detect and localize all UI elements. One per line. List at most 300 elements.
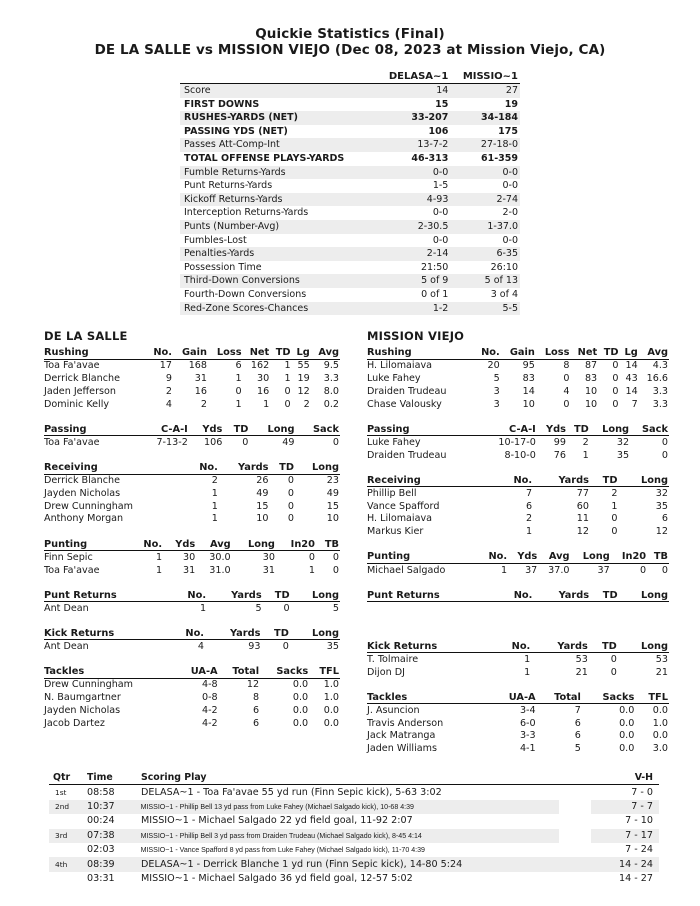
tackles-value-1: 4-8 (201, 679, 218, 691)
player-name: Markus Kier (367, 526, 424, 538)
player-name: Jacob Dartez (44, 717, 105, 729)
tackles-value-3: 0.0 (292, 704, 309, 716)
totals-home-value: 3 of 4 (490, 289, 518, 300)
tackles-value-4: 0.0 (323, 717, 339, 729)
table-row (44, 359, 340, 372)
rushing-header-4: Net (570, 347, 598, 359)
page-title (0, 0, 700, 59)
punt-returns-header-1: No. (172, 590, 207, 602)
kick-returns-value-4: 53 (655, 653, 668, 665)
scoring-play-row (49, 872, 659, 886)
receiving-header-0: Receiving (367, 475, 498, 487)
scoring-time: 00:24 (87, 815, 115, 827)
player-name: Draiden Trudeau (367, 385, 447, 397)
rushing-header-2: Gain (501, 347, 536, 359)
rushing-value-6: 14 (625, 360, 638, 372)
totals-home-value: 1-37.0 (450, 220, 520, 234)
passing-header-0: Passing (367, 424, 481, 436)
scoring-quarter: 2nd (49, 800, 87, 814)
rushing-header-1: No. (146, 347, 172, 359)
table-row (367, 743, 669, 756)
punting-value-6: 0 (661, 564, 668, 576)
rushing-value-6: 43 (625, 372, 638, 384)
rushing-table (44, 347, 340, 411)
player-name: Toa Fa'avae (44, 436, 100, 448)
punting-value-2: 31 (183, 564, 196, 576)
scoring-header-vh: V-H (591, 772, 659, 785)
table-row (180, 152, 520, 166)
scoring-play-description: DELASA~1 - Toa Fa'avae 55 yd run (Finn Sepic kick), 5-63 3:02 (141, 786, 442, 798)
scoring-running-score: 14 - 27 (619, 872, 653, 884)
tackles-value-3: 0.0 (619, 717, 635, 729)
table-row (44, 500, 340, 513)
tackles-header-0: Tackles (367, 692, 491, 704)
rushing-value-7: 0.2 (323, 398, 339, 410)
rushing-value-3: 4 (563, 385, 570, 397)
rushing-value-3: 1 (235, 372, 242, 384)
table-row (180, 220, 520, 234)
table-row (180, 234, 520, 248)
table-row (367, 436, 669, 449)
tackles-value-4: 3.0 (652, 743, 668, 755)
table-row (367, 385, 669, 398)
receiving-value-3: 0 (287, 475, 294, 487)
table-row (180, 247, 520, 261)
receiving-value-3: 0 (611, 513, 618, 525)
kick-returns-value-4: 21 (655, 666, 668, 678)
totals-away-value: 0-0 (432, 207, 449, 219)
receiving-table (367, 475, 669, 539)
rushing-value-4: 16 (257, 385, 270, 397)
punting-value-4: 31 (262, 564, 275, 576)
punt-returns-header-2: Yards (533, 590, 590, 602)
punting-value-5: 1 (308, 564, 315, 576)
totals-away-value: 15 (435, 98, 449, 110)
passing-value-4: 49 (282, 436, 295, 448)
punting-value-5: 0 (308, 551, 315, 563)
rushing-value-2: 95 (522, 360, 535, 372)
player-name: Jayden Nicholas (44, 487, 121, 499)
receiving-header-0: Receiving (44, 462, 187, 474)
rushing-header-5: TD (270, 347, 291, 359)
totals-stat-label: Third-Down Conversions (180, 274, 376, 288)
rushing-value-7: 9.5 (323, 360, 339, 372)
title-line-1: Quickie Statistics (Final) (255, 26, 445, 42)
rushing-value-2: 14 (522, 385, 535, 397)
scoring-time: 10:37 (87, 800, 135, 814)
scoring-quarter (49, 872, 87, 886)
scoring-play-description: MISSIO~1 - Michael Salgado 22 yd field goal, 11-92 2:07 (141, 815, 413, 827)
scoring-quarter: 1st (55, 787, 67, 797)
table-row (367, 730, 669, 743)
receiving-value-3: 0 (611, 526, 618, 538)
rushing-header-7: Avg (311, 347, 340, 359)
player-name: Derrick Blanche (44, 475, 121, 487)
punt-returns-header-4: Long (291, 590, 340, 602)
player-name: Travis Anderson (367, 717, 444, 729)
receiving-value-1: 1 (211, 500, 218, 512)
table-row (367, 487, 669, 500)
passing-header-3: TD (223, 424, 249, 436)
kick-returns-value-1: 1 (524, 666, 531, 678)
receiving-value-4: 10 (326, 513, 339, 525)
totals-stat-label: Score (180, 84, 376, 98)
rushing-value-5: 0 (284, 385, 291, 397)
receiving-value-4: 35 (655, 500, 668, 512)
player-name: Dominic Kelly (44, 398, 110, 410)
kick-returns-header-4: Long (290, 628, 340, 640)
title-line-2: DE LA SALLE vs MISSION VIEJO (Dec 08, 2023 at Mission Viejo, CA) (94, 42, 606, 58)
rushing-value-7: 3.3 (652, 398, 668, 410)
scoring-play-description: DELASA~1 - Derrick Blanche 1 yd run (Finn Sepic kick), 14-80 5:24 (135, 857, 591, 871)
tackles-table (44, 666, 340, 730)
receiving-value-2: 26 (256, 475, 269, 487)
rushing-header-3: Loss (208, 347, 243, 359)
punt-returns-header-0: Punt Returns (44, 590, 172, 602)
player-name: H. Lilomaiava (367, 513, 433, 525)
table-header-row (44, 628, 340, 640)
table-header-row (367, 424, 669, 436)
passing-header-1: C-A-I (136, 424, 189, 436)
tackles-value-4: 1.0 (323, 679, 339, 691)
player-name: Ant Dean (44, 602, 89, 614)
scoring-play-description: MISSIO~1 - Michael Salgado 36 yd field goal, 12-57 5:02 (141, 872, 413, 884)
scoring-play-row (49, 814, 659, 828)
totals-home-value: 19 (504, 98, 518, 110)
tackles-header-2: Total (537, 692, 582, 704)
tackles-value-1: 6-0 (519, 717, 536, 729)
totals-away-value: 33-207 (376, 111, 451, 125)
player-name: Jaden Jefferson (44, 385, 116, 397)
totals-home-value: 0-0 (450, 166, 520, 180)
rushing-value-4: 10 (584, 398, 598, 410)
kick-returns-header-2: Yards (205, 628, 261, 640)
tackles-header-0: Tackles (44, 666, 177, 678)
kick-returns-header-1: No. (170, 628, 205, 640)
table-row (180, 274, 520, 288)
receiving-header-3: TD (270, 462, 295, 474)
scoring-quarter: 3rd (49, 829, 87, 843)
receiving-value-4: 32 (655, 487, 668, 499)
punt-returns-header-0: Punt Returns (367, 590, 498, 602)
table-row (367, 372, 669, 385)
totals-stat-label: Passes Att-Comp-Int (180, 138, 376, 152)
tackles-value-1: 4-2 (201, 717, 218, 729)
rushing-header-2: Gain (173, 347, 208, 359)
punt-returns-header-3: TD (263, 590, 291, 602)
kick-returns-header-0: Kick Returns (44, 628, 170, 640)
tackles-value-4: 0.0 (652, 704, 668, 716)
punting-value-3: 37.0 (548, 564, 570, 576)
passing-header-2: Yds (537, 424, 567, 436)
rushing-value-4: 87 (584, 360, 598, 372)
player-name: Dijon DJ (367, 666, 405, 678)
table-header-row (367, 347, 669, 359)
passing-value-2: 106 (204, 436, 223, 448)
receiving-header-4: Long (295, 462, 340, 474)
tackles-header-2: Total (219, 666, 260, 678)
rushing-value-2: 31 (194, 372, 207, 384)
table-row (180, 193, 520, 207)
receiving-value-1: 1 (526, 526, 533, 538)
scoring-quarter (49, 814, 87, 828)
left-team-column (44, 329, 349, 768)
passing-value-5: 0 (661, 436, 668, 448)
player-name: J. Asuncion (367, 704, 420, 716)
totals-stat-label: Kickoff Returns-Yards (180, 193, 376, 207)
rushing-value-6: 55 (297, 360, 310, 372)
table-header-row (367, 551, 669, 563)
table-row (180, 261, 520, 275)
rushing-header-3: Loss (536, 347, 571, 359)
table-row (44, 692, 340, 705)
table-row (367, 666, 669, 679)
passing-header-0: Passing (44, 424, 136, 436)
punting-value-6: 0 (332, 564, 339, 576)
table-row (367, 513, 669, 526)
table-row (44, 372, 340, 385)
punting-value-1: 1 (155, 564, 163, 576)
rushing-header-5: TD (598, 347, 619, 359)
totals-home-value: 0-0 (502, 234, 518, 246)
passing-value-4: 35 (616, 449, 630, 461)
receiving-value-4: 12 (655, 526, 668, 538)
receiving-value-1: 2 (526, 513, 533, 525)
receiving-header-1: No. (187, 462, 219, 474)
kick-returns-header-2: Yards (531, 641, 589, 653)
receiving-value-3: 0 (287, 487, 294, 499)
tackles-value-1: 0-8 (201, 692, 218, 704)
totals-home-value: 5 of 13 (450, 274, 520, 288)
passing-value-3: 1 (582, 449, 589, 461)
rushing-value-6: 19 (297, 372, 310, 384)
totals-away-value: 0-0 (376, 166, 451, 180)
receiving-value-2: 49 (256, 487, 269, 499)
scoring-running-score: 7 - 24 (625, 844, 653, 856)
empty-cell (367, 615, 669, 628)
scoring-summary-table (49, 772, 659, 886)
totals-away-value: 106 (428, 125, 449, 137)
punt-returns-value-1: 1 (199, 602, 207, 614)
table-header-row (180, 71, 520, 84)
receiving-value-1: 1 (211, 487, 218, 499)
tackles-value-2: 6 (253, 704, 260, 716)
table-row (44, 717, 340, 730)
table-header-row (44, 590, 340, 602)
rushing-value-5: 1 (284, 360, 291, 372)
receiving-value-1: 1 (211, 513, 218, 525)
tackles-value-1: 3-3 (519, 730, 536, 742)
table-row (44, 385, 340, 398)
table-row (367, 563, 669, 576)
tackles-value-2: 6 (574, 717, 581, 729)
rushing-value-6: 12 (297, 385, 310, 397)
scoring-play-description: MISSIO~1 - Phillip Bell 3 yd pass from Draiden Trudeau (Michael Salgado kick), 8-45 4:14 (135, 829, 559, 843)
table-header-row (367, 475, 669, 487)
totals-away-value: 1-2 (376, 302, 451, 316)
rushing-value-4: 1 (263, 398, 270, 410)
scoring-summary-section (41, 772, 659, 886)
totals-header-label (180, 71, 376, 84)
punting-value-2: 30 (183, 551, 196, 563)
player-name: Toa Fa'avae (44, 360, 100, 372)
rushing-value-5: 0 (612, 372, 619, 384)
passing-header-5: Sack (630, 424, 669, 436)
receiving-value-3: 0 (287, 513, 294, 525)
table-row (44, 513, 340, 526)
passing-header-5: Sack (295, 424, 340, 436)
empty-cell (367, 602, 669, 615)
punting-value-4: 30 (262, 551, 275, 563)
scoring-play-row (49, 857, 659, 871)
receiving-value-2: 77 (576, 487, 589, 499)
tackles-header-4: TFL (309, 666, 340, 678)
rushing-value-4: 30 (257, 372, 270, 384)
table-row (44, 487, 340, 500)
rushing-header-6: Lg (620, 347, 639, 359)
receiving-value-3: 2 (611, 487, 618, 499)
tackles-value-3: 0.0 (292, 679, 309, 691)
receiving-value-1: 7 (526, 487, 533, 499)
table-row (367, 359, 669, 372)
receiving-value-3: 0 (287, 500, 294, 512)
tackles-value-3: 0.0 (292, 692, 309, 704)
scoring-play-description: MISSIO~1 - Phillip Bell 13 yd pass from Luke Fahey (Michael Salgado kick), 10-68 4:39 (135, 800, 559, 814)
player-name: Chase Valousky (367, 398, 442, 410)
rushing-value-1: 5 (493, 372, 500, 384)
punt-returns-table (367, 590, 669, 628)
rushing-value-6: 14 (625, 385, 638, 397)
rushing-value-5: 1 (284, 372, 291, 384)
scoring-header-play: Scoring Play (135, 772, 591, 785)
scoring-running-score: 7 - 10 (625, 815, 653, 827)
totals-stat-label: Red-Zone Scores-Chances (180, 302, 376, 316)
passing-value-5: 0 (332, 436, 339, 448)
tackles-value-4: 0.0 (652, 730, 668, 742)
table-row (44, 398, 340, 411)
team-totals-table (180, 71, 520, 315)
table-row (180, 138, 520, 152)
totals-stat-label: Fumbles-Lost (184, 234, 247, 246)
totals-away-value: 0 of 1 (421, 289, 449, 300)
player-name: Anthony Morgan (44, 513, 124, 525)
totals-home-value: 34-184 (450, 111, 520, 125)
punt-returns-value-4: 5 (332, 602, 339, 614)
totals-home-value: 5-5 (450, 302, 520, 316)
scoring-quarter: 4th (49, 857, 87, 871)
rushing-value-2: 83 (522, 372, 535, 384)
kick-returns-value-3: 0 (610, 666, 617, 678)
rushing-value-5: 0 (612, 398, 619, 410)
passing-value-2: 99 (553, 436, 566, 448)
tackles-header-3: Sacks (260, 666, 309, 678)
punting-header-1: No. (480, 551, 508, 563)
tackles-value-3: 0.0 (619, 730, 635, 742)
rushing-value-7: 16.6 (646, 372, 668, 384)
totals-stat-label: RUSHES-YARDS (NET) (180, 111, 376, 125)
tackles-value-4: 1.0 (323, 692, 339, 704)
punting-header-0: Punting (367, 551, 480, 563)
receiving-value-4: 49 (326, 487, 339, 499)
table-row (180, 166, 520, 180)
table-row (44, 640, 340, 653)
rushing-value-6: 7 (631, 398, 638, 410)
receiving-value-2: 10 (256, 513, 269, 525)
kick-returns-value-1: 1 (524, 653, 531, 665)
table-row (180, 111, 520, 125)
receiving-value-1: 6 (526, 500, 533, 512)
totals-away-value: 14 (376, 84, 451, 98)
rushing-header-0: Rushing (44, 347, 146, 359)
kick-returns-header-0: Kick Returns (367, 641, 495, 653)
right-team-column (349, 329, 672, 768)
punting-header-0: Punting (44, 539, 132, 551)
table-row (44, 436, 340, 449)
table-header-row (44, 424, 340, 436)
rushing-value-2: 16 (194, 385, 207, 397)
player-name: Phillip Bell (367, 487, 417, 499)
receiving-table (44, 462, 340, 526)
table-header-row (367, 692, 669, 704)
rushing-header-4: Net (243, 347, 271, 359)
rushing-value-3: 0 (563, 398, 570, 410)
tackles-value-3: 0.0 (619, 743, 635, 755)
receiving-value-4: 23 (326, 475, 339, 487)
scoring-running-score: 7 - 17 (591, 829, 659, 843)
rushing-value-3: 6 (235, 360, 242, 372)
totals-stat-label: Penalties-Yards (180, 247, 376, 261)
player-name: N. Baumgartner (44, 692, 121, 704)
scoring-running-score: 7 - 0 (631, 786, 653, 798)
rushing-value-1: 9 (165, 372, 172, 384)
player-name: Derrick Blanche (44, 372, 121, 384)
player-name: Jack Matranga (367, 730, 436, 742)
punting-table (44, 539, 340, 577)
team-totals-section (180, 71, 520, 315)
totals-away-value: 1-5 (432, 180, 449, 192)
totals-away-value: 13-7-2 (376, 138, 451, 152)
receiving-value-3: 1 (611, 500, 618, 512)
table-header-row (367, 590, 669, 602)
punt-returns-value-2: 5 (255, 602, 262, 614)
totals-away-value: 2-30.5 (376, 220, 451, 234)
rushing-value-1: 2 (165, 385, 172, 397)
punting-header-2: Yds (163, 539, 196, 551)
rushing-value-7: 3.3 (652, 385, 668, 397)
totals-away-value: 0-0 (432, 234, 449, 246)
tackles-header-1: UA-A (177, 666, 219, 678)
player-name: Ant Dean (44, 641, 89, 653)
rushing-value-2: 2 (200, 398, 207, 410)
punting-value-2: 37 (525, 564, 538, 576)
rushing-value-5: 0 (612, 360, 619, 372)
rushing-value-1: 3 (493, 385, 500, 397)
passing-value-5: 0 (661, 449, 668, 461)
rushing-value-3: 0 (235, 385, 242, 397)
passing-header-3: TD (567, 424, 590, 436)
receiving-header-4: Long (619, 475, 670, 487)
punting-value-4: 37 (597, 564, 610, 576)
table-row (367, 653, 669, 666)
rushing-value-7: 4.3 (652, 360, 668, 372)
receiving-header-3: TD (590, 475, 619, 487)
table-row (367, 704, 669, 717)
table-row (44, 704, 340, 717)
totals-home-value: 27 (450, 84, 520, 98)
totals-stat-label: Punts (Number-Avg) (180, 220, 376, 234)
rushing-header-7: Avg (639, 347, 669, 359)
passing-table (44, 424, 340, 449)
